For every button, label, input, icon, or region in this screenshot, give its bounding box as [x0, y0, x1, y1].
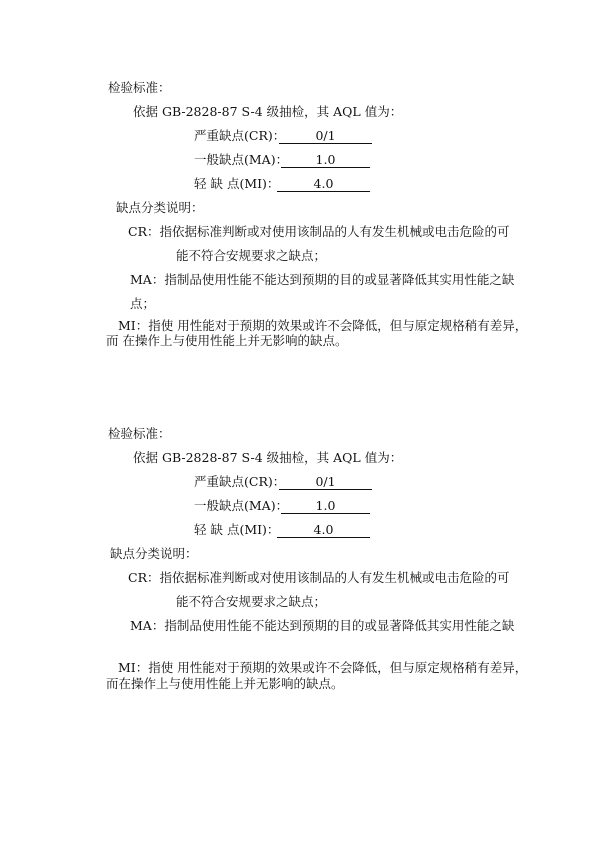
aql-label-cr: 严重缺点(CR)：: [194, 128, 286, 143]
aql-value-cr: 0/1: [279, 128, 372, 144]
mi-definition-line2: 而在操作上与使用性能上并无影响的缺点。: [106, 676, 344, 691]
cr-definition-line1: CR：指依据标准判断或对使用该制品的人有发生机械或电击危险的可: [128, 570, 510, 585]
mi-definition-line1: MI：指使 用性能对于预期的效果或许不会降低，但与原定规格稍有差异，: [118, 660, 528, 675]
aql-value-cr: 0/1: [279, 474, 372, 490]
cr-definition-line2: 能不符合安规要求之缺点；: [176, 248, 327, 263]
aql-label-cr: 严重缺点(CR)：: [194, 474, 286, 489]
aql-label-mi: 轻 缺 点(MI)：: [194, 522, 280, 537]
aql-row-cr: [194, 128, 394, 144]
aql-value-mi: 4.0: [277, 522, 370, 538]
sampling-statement: 依据 GB-2828-87 S-4 级抽检，其 AQL 值为：: [133, 450, 403, 465]
mi-definition-line2: 而 在操作上与使用性能上并无影响的缺点。: [106, 333, 348, 348]
defect-heading: 缺点分类说明：: [110, 546, 198, 561]
aql-label-ma: 一般缺点(MA)：: [194, 152, 289, 167]
ma-definition-line1: MA：指制品使用性能不能达到预期的目的或显著降低其实用性能之缺: [130, 272, 515, 287]
defect-heading: 缺点分类说明：: [116, 200, 204, 215]
ma-definition-line1: MA：指制品使用性能不能达到预期的目的或显著降低其实用性能之缺: [130, 618, 515, 633]
aql-row-mi: [194, 522, 394, 538]
mi-definition-line1: MI：指使 用性能对于预期的效果或许不会降低，但与原定规格稍有差异，: [118, 318, 528, 333]
section-heading: 检验标准：: [108, 426, 171, 441]
aql-label-mi: 轻 缺 点(MI)：: [194, 176, 280, 191]
aql-value-ma: 1.0: [281, 498, 370, 514]
ma-definition-line2: 点；: [130, 296, 156, 311]
sampling-statement: 依据 GB-2828-87 S-4 级抽检，其 AQL 值为：: [133, 104, 403, 119]
aql-row-cr: [194, 474, 394, 490]
aql-value-ma: 1.0: [281, 152, 370, 168]
inspection-section-2: [0, 346, 600, 691]
inspection-section-1: [0, 0, 600, 348]
cr-definition-line1: CR：指依据标准判断或对使用该制品的人有发生机械或电击危险的可: [128, 224, 510, 239]
section-heading: 检验标准：: [108, 80, 171, 95]
aql-row-mi: [194, 176, 394, 192]
aql-value-mi: 4.0: [277, 176, 370, 192]
aql-label-ma: 一般缺点(MA)：: [194, 498, 289, 513]
aql-row-ma: [194, 152, 394, 168]
cr-definition-line2: 能不符合安规要求之缺点；: [176, 594, 327, 609]
aql-row-ma: [194, 498, 394, 514]
